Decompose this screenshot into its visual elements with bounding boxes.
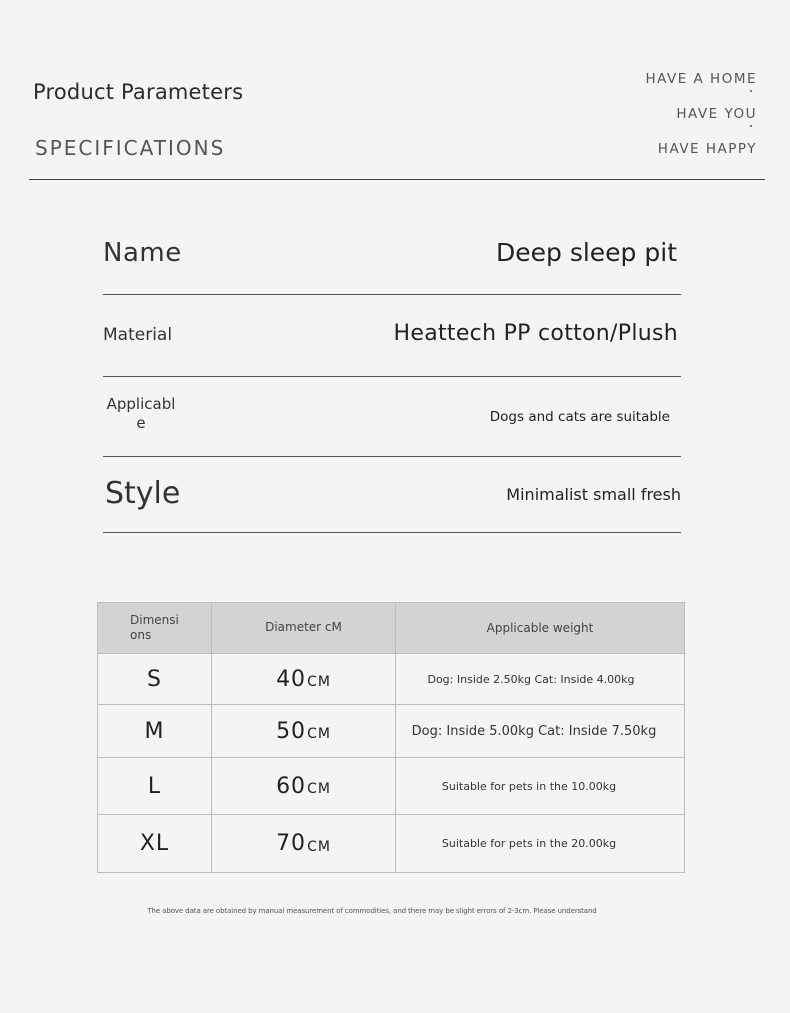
- spec-value: Minimalist small fresh: [506, 485, 681, 504]
- measurement-note: The above data are obtained by manual measurement of commodities, and there may be slight errors of 2-3cm. Please understand: [147, 907, 597, 915]
- spec-label-line-1: Applicabl: [106, 395, 176, 413]
- header-weight: Applicable weight: [486, 621, 594, 635]
- spec-label: Name: [103, 238, 182, 268]
- weight-cell: Suitable for pets in the 10.00kg: [441, 779, 617, 793]
- spec-label: [103, 395, 179, 433]
- weight-cell: Suitable for pets in the 20.00kg: [441, 837, 617, 850]
- dot-icon: [750, 125, 752, 127]
- header-dimensions-line-1: Dimensi: [130, 613, 179, 627]
- spec-divider: [103, 376, 681, 377]
- spec-label: Material: [103, 325, 173, 345]
- size-table: [97, 602, 685, 873]
- size-cell: L: [147, 773, 162, 799]
- spec-value: Dogs and cats are suitable: [489, 409, 670, 425]
- diameter-unit: CM: [307, 781, 331, 797]
- weight-cell: Dog: Inside 2.50kg Cat: Inside 4.00kg: [427, 672, 635, 686]
- spec-row-style: [103, 475, 681, 534]
- spec-divider: [103, 456, 681, 457]
- slogan-line-1: [645, 70, 757, 105]
- slogan-text-2: HAVE YOU: [676, 106, 757, 122]
- diameter-cell: [212, 654, 395, 704]
- size-cell: XL: [139, 831, 170, 856]
- diameter-value: 70: [276, 831, 307, 856]
- slogan-line-3: [645, 140, 757, 175]
- header-dimensions: [98, 603, 211, 653]
- weight-cell: Dog: Inside 5.00kg Cat: Inside 7.50kg: [411, 723, 657, 739]
- page-title: Product Parameters: [33, 80, 244, 104]
- page-subtitle: SPECIFICATIONS: [35, 136, 226, 160]
- slogan-text-1: HAVE A HOME: [645, 71, 757, 87]
- diameter-value: 40: [276, 666, 307, 692]
- header-left: [33, 80, 243, 104]
- size-cell: S: [147, 666, 162, 692]
- spec-value: Heattech PP cotton/Plush: [393, 321, 678, 346]
- spec-row-applicable: [103, 395, 681, 458]
- spec-label-line-2: e: [136, 414, 146, 432]
- size-cell: M: [144, 718, 165, 744]
- header-dimensions-line-2: ons: [130, 628, 152, 642]
- dot-icon: [750, 90, 752, 92]
- diameter-unit: CM: [307, 838, 331, 855]
- spec-label: Style: [105, 476, 181, 511]
- diameter-cell: [212, 758, 395, 814]
- slogan-text-3: HAVE HAPPY: [657, 141, 757, 157]
- diameter-unit: CM: [307, 726, 331, 742]
- slogan: [645, 70, 757, 175]
- header-divider: [29, 179, 765, 180]
- diameter-cell: [212, 815, 395, 872]
- spec-row-name: [103, 232, 681, 295]
- diameter-value: 60: [276, 773, 307, 799]
- diameter-cell: [212, 705, 395, 757]
- header-diameter: Diameter cM: [265, 620, 342, 634]
- diameter-unit: CM: [307, 674, 331, 690]
- spec-value: Deep sleep pit: [496, 238, 677, 267]
- spec-row-material: [103, 320, 681, 378]
- spec-divider: [103, 294, 681, 295]
- diameter-value: 50: [276, 718, 307, 744]
- slogan-line-2: [645, 105, 757, 140]
- spec-divider: [103, 532, 681, 533]
